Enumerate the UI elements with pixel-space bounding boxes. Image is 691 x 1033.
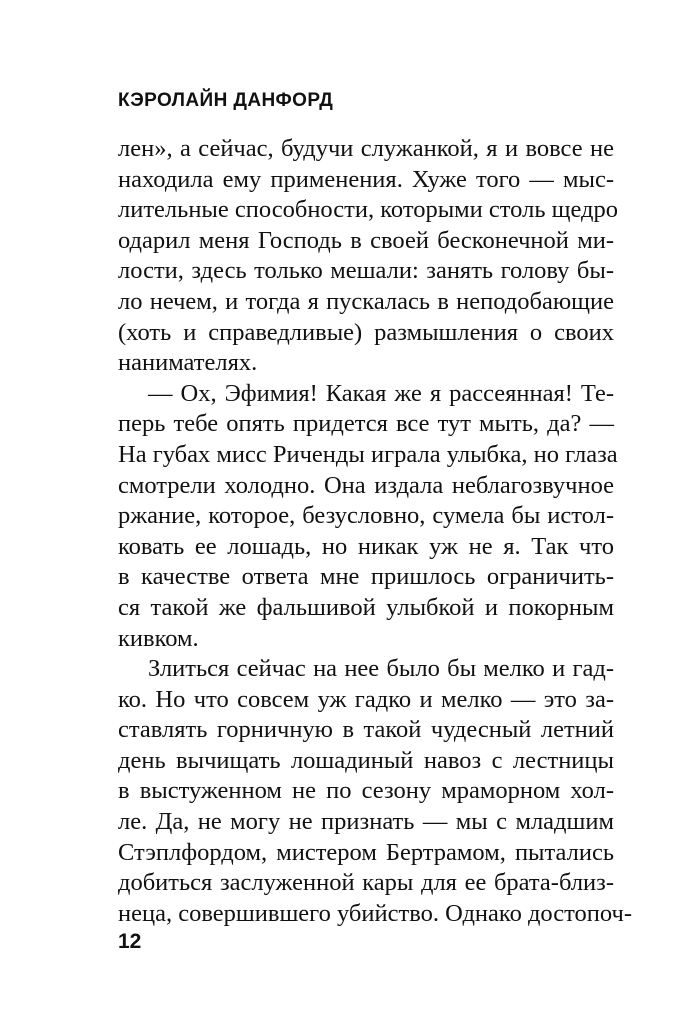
text-line: одарил меня Господь в своей бесконечной ми- [118,226,614,254]
body-text [118,134,632,929]
text-line: находила ему применения. Хуже того — мыс- [118,165,614,193]
text-line: лен», а сейчас, будучи служанкой, я и вовсе не [118,135,614,162]
text-line: неца, совершившего убийство. Однако достопоч- [118,899,632,927]
text-line: ковать ее лошадь, но никак уж не я. Так что [118,532,614,560]
running-head: КЭРОЛАЙН ДАНФОРД [118,90,334,111]
text-line: На губах мисс Риченды играла улыбка, но глаза [118,440,618,468]
text-line: перь тебе опять придется все тут мыть, да? — [118,410,614,438]
text-line: ржание, которое, безусловно, сумела бы истол- [118,502,614,530]
text-line: смотрели холодно. Она издала неблагозвучное [118,471,614,499]
text-line: нанимателях. [118,349,258,377]
text-line: в выстуженном не по сезону мраморном хол- [118,777,614,805]
page-number: 12 [118,930,142,953]
text-line: Стэплфордом, мистером Бертрамом, пытались [118,838,614,866]
text-line: — Ох, Эфимия! Какая же я рассеянная! Те- [148,379,614,407]
text-line: ставлять горничную в такой чудесный летний [118,716,614,744]
text-line: кивком. [118,624,199,652]
text-line: (хоть и справедливые) размышления о своих [118,318,614,346]
text-line: добиться заслуженной кары для ее брата-близ- [118,869,614,897]
text-line: ле. Да, не могу не признать — мы с младшим [118,808,614,836]
text-line: Злиться сейчас на нее было бы мелко и гад- [148,655,614,683]
text-line: в качестве ответа мне пришлось ограничить- [118,563,614,591]
text-line: день вычищать лошадиный навоз с лестницы [118,746,614,774]
text-line: ся такой же фальшивой улыбкой и покорным [118,593,614,621]
text-line: ко. Но что совсем уж гадко и мелко — это за- [118,685,614,713]
text-line: лительные способности, которыми столь щедро [118,196,619,224]
text-line: лости, здесь только мешали: занять голову бы- [118,257,614,285]
text-line: ло нечем, и тогда я пускалась в неподобающие [118,287,614,315]
